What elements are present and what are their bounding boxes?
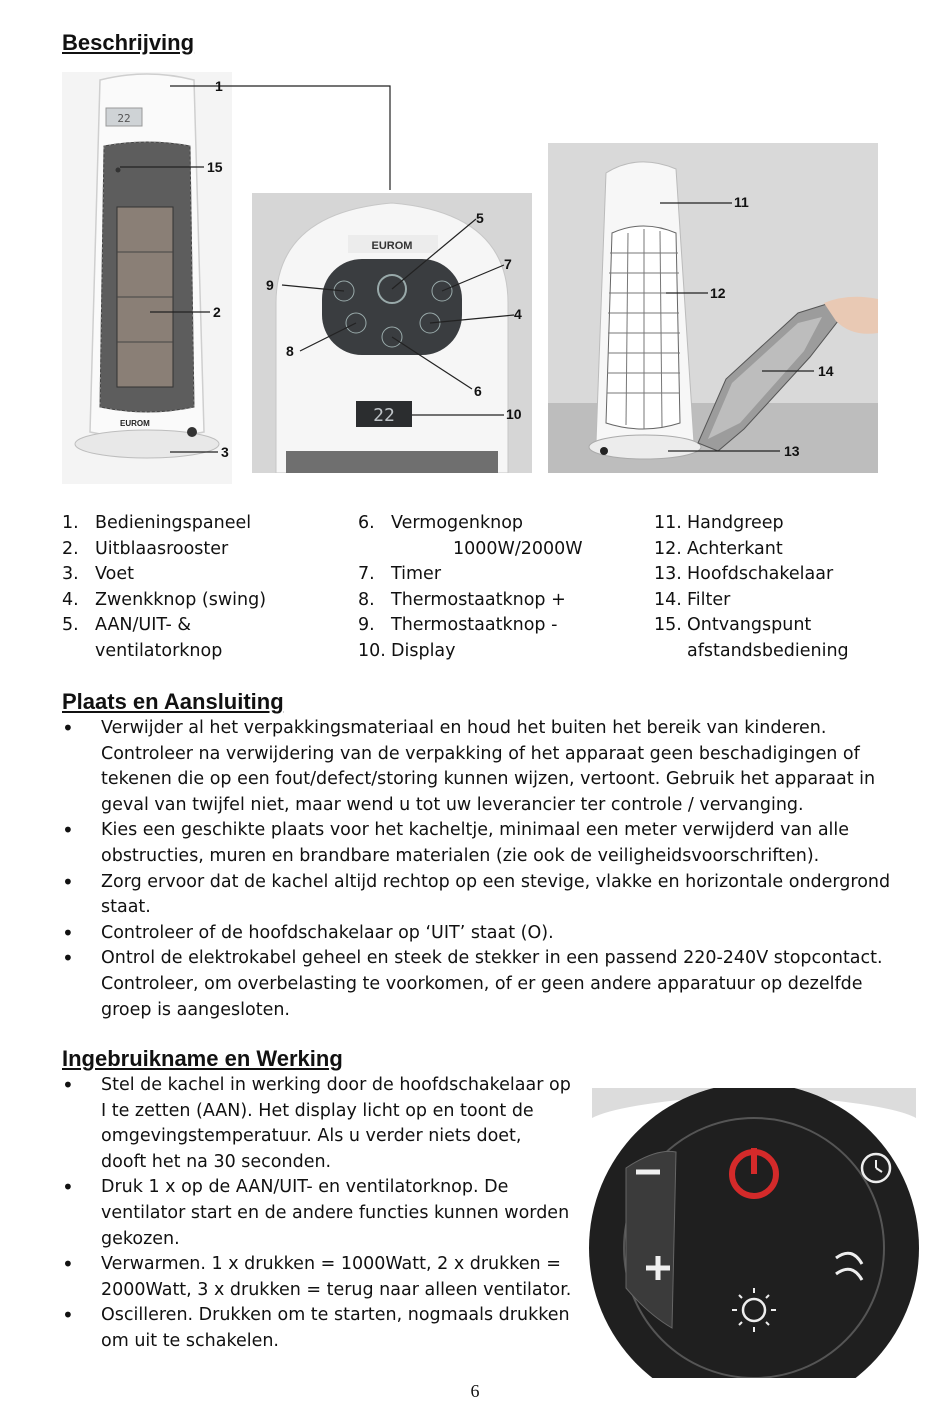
- parts-list-column-3: [654, 511, 849, 664]
- callout-11: 11: [734, 194, 749, 210]
- brand-label: EUROM: [120, 419, 150, 428]
- display-readout: 22: [117, 112, 131, 125]
- list-item: 2. Uitblaasrooster: [62, 538, 229, 559]
- callout-3: 3: [221, 444, 229, 460]
- control-panel-image: [252, 193, 532, 473]
- section-heading-placement: Plaats en Aansluiting: [62, 689, 284, 714]
- callout-8: 8: [286, 343, 294, 359]
- callout-14: 14: [818, 363, 834, 379]
- callout-4: 4: [514, 306, 522, 322]
- callout-13: 13: [784, 443, 800, 459]
- list-item: 12. Achterkant: [654, 538, 783, 559]
- panel-display-readout: 22: [373, 405, 395, 426]
- usage-bullet-list: [62, 1073, 572, 1355]
- list-item: 3. Voet: [62, 564, 134, 584]
- list-item: • Kies een geschikte plaats voor het kacheltje, minimaal een meter verwijderd van alle obstructies, muren en brandbare materialen (zie ook de veiligheidsvoorschriften).: [62, 818, 902, 869]
- list-item: • Ontrol de elektrokabel geheel en steek de stekker in een passend 220-240V stopcontact. Controleer, om overbelasting te voorkomen, of er geen andere apparatuur op dezelfde groep is aangesloten.: [62, 946, 902, 1023]
- list-item: • Zorg ervoor dat de kachel altijd rechtop op een stevige, vlakke en horizontale ondergrond staat.: [62, 870, 902, 921]
- list-item: 7. Timer: [358, 564, 442, 584]
- list-item: 8. Thermostaatknop +: [358, 589, 566, 610]
- section-heading-usage: Ingebruikname en Werking: [62, 1046, 343, 1071]
- callout-12: 12: [710, 285, 726, 301]
- list-item: 6. Vermogenknop 1000W/2000W: [358, 513, 583, 559]
- list-item: • Verwarmen. 1 x drukken = 1000Watt, 2 x drukken = 2000Watt, 3 x drukken = terug naar alleen ventilator.: [62, 1252, 572, 1303]
- list-item: 1. Bedieningspaneel: [62, 513, 252, 533]
- placement-bullet-list: [62, 716, 902, 1023]
- heater-rear-image: [548, 143, 878, 473]
- list-item: 9. Thermostaatknop -: [358, 615, 558, 635]
- callout-9: 9: [266, 277, 274, 293]
- callout-6: 6: [474, 383, 482, 399]
- list-item: 4. Zwenkknop (swing): [62, 589, 267, 610]
- list-item: • Druk 1 x op de AAN/UIT- en ventilatorknop. De ventilator start en de andere functies kunnen worden gekozen.: [62, 1175, 572, 1252]
- list-item: • Verwijder al het verpakkingsmateriaal en houd het buiten het bereik van kinderen. Controleer na verwijdering van de verpakking of het apparaat geen beschadigingen of tekenen die op een fout/defect/storing kunnen wijzen, vertoont. Gebruik het apparaat in geval van twijfel niet, maar wend u tot uw leverancier ter controle / vervanging.: [62, 716, 902, 818]
- panel-brand-label: EUROM: [371, 240, 413, 252]
- list-item: 15. Ontvangspunt afstandsbediening: [654, 615, 849, 661]
- parts-list-column-1: [62, 511, 266, 664]
- callout-5: 5: [476, 210, 484, 226]
- callout-7: 7: [504, 256, 512, 272]
- list-item: 10. Display: [358, 640, 456, 661]
- list-item: • Controleer of de hoofdschakelaar op ‘UIT’ staat (O).: [62, 921, 902, 947]
- list-item: 14. Filter: [654, 589, 731, 610]
- callout-15: 15: [207, 159, 223, 175]
- control-panel-detail-image: [586, 1088, 922, 1378]
- list-item: 13. Hoofdschakelaar: [654, 564, 834, 584]
- callout-10: 10: [506, 406, 522, 422]
- list-item: • Oscilleren. Drukken om te starten, nogmaals drukken om uit te schakelen.: [62, 1303, 572, 1354]
- list-item: 5. AAN/UIT- & ventilatorknop: [62, 615, 223, 661]
- list-item: • Stel de kachel in werking door de hoofdschakelaar op I te zetten (AAN). Het display licht op en toont de omgevingstemperatuur. Als u verder niets doet, dooft het na 30 seconden.: [62, 1073, 572, 1175]
- callout-2: 2: [213, 304, 221, 320]
- callout-1: 1: [215, 78, 223, 94]
- parts-list-column-2: [358, 511, 583, 664]
- section-heading-description: Beschrijving: [62, 30, 195, 55]
- page-number: 6: [470, 1381, 480, 1401]
- list-item: 11. Handgreep: [654, 513, 784, 533]
